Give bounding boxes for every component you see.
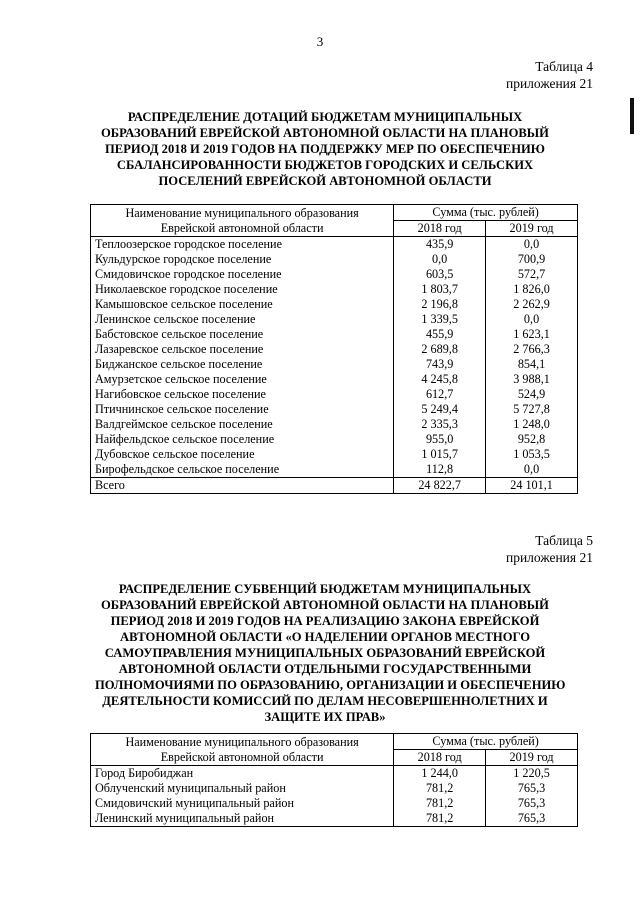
table5-header-2018: 2018 год bbox=[394, 750, 486, 766]
row-name: Амурзетское сельское поселение bbox=[91, 372, 394, 387]
table-row bbox=[91, 357, 578, 372]
row-value-2019: 1 220,5 bbox=[486, 766, 578, 782]
row-value-2018: 781,2 bbox=[394, 781, 486, 796]
row-value-2018: 1 803,7 bbox=[394, 282, 486, 297]
page-number: 3 bbox=[316, 34, 324, 49]
table5-title-line: АВТОНОМНОЙ ОБЛАСТИ ОТДЕЛЬНЫМИ ГОСУДАРСТВЕННЫМИ bbox=[118, 662, 532, 676]
row-value-2018: 781,2 bbox=[394, 811, 486, 827]
row-value-2018: 435,9 bbox=[394, 237, 486, 253]
row-name: Город Биробиджан bbox=[91, 766, 394, 782]
row-value-2019: 0,0 bbox=[486, 312, 578, 327]
row-name: Кульдурское городское поселение bbox=[91, 252, 394, 267]
row-value-2018: 5 249,4 bbox=[394, 402, 486, 417]
table-row bbox=[91, 342, 578, 357]
table4-label-block bbox=[506, 58, 593, 92]
table5-label: Таблица 5 bbox=[535, 533, 593, 548]
row-value-2018: 2 689,8 bbox=[394, 342, 486, 357]
row-name: Смидовичский муниципальный район bbox=[91, 796, 394, 811]
row-value-2018: 455,9 bbox=[394, 327, 486, 342]
table5-header-name: Наименование муниципального образования Еврейской автономной области bbox=[91, 734, 394, 766]
table4-header-sum: Сумма (тыс. рублей) bbox=[394, 205, 578, 221]
table-row bbox=[91, 432, 578, 447]
table4-header-row bbox=[91, 205, 578, 221]
table4-header-2018: 2018 год bbox=[394, 221, 486, 237]
row-value-2018: 743,9 bbox=[394, 357, 486, 372]
table5-title bbox=[95, 581, 566, 725]
row-value-2019: 24 101,1 bbox=[486, 478, 578, 494]
table5 bbox=[90, 733, 578, 827]
table5-header-row bbox=[91, 734, 578, 750]
row-name: Бирофельдское сельское поселение bbox=[91, 462, 394, 478]
table4-appendix: приложения 21 bbox=[505, 76, 593, 91]
row-value-2019: 1 623,1 bbox=[486, 327, 578, 342]
table-row bbox=[91, 387, 578, 402]
row-name: Дубовское сельское поселение bbox=[91, 447, 394, 462]
row-value-2019: 765,3 bbox=[486, 796, 578, 811]
table4-title-line: ПЕРИОД 2018 И 2019 ГОДОВ НА ПОДДЕРЖКУ МЕР ПО ОБЕСПЕЧЕНИЮ bbox=[105, 142, 545, 156]
row-value-2019: 3 988,1 bbox=[486, 372, 578, 387]
row-name: Облученский муниципальный район bbox=[91, 781, 394, 796]
row-value-2019: 765,3 bbox=[486, 781, 578, 796]
table-row bbox=[91, 462, 578, 478]
row-value-2019: 700,9 bbox=[486, 252, 578, 267]
table-row bbox=[91, 447, 578, 462]
table-row bbox=[91, 781, 578, 796]
table4-label: Таблица 4 bbox=[535, 59, 593, 74]
table5-title-line: РАСПРЕДЕЛЕНИЕ СУБВЕНЦИЙ БЮДЖЕТАМ МУНИЦИПАЛЬНЫХ bbox=[118, 582, 532, 596]
table-row bbox=[91, 417, 578, 432]
table5-title-line: ПЕРИОД 2018 И 2019 ГОДОВ НА РЕАЛИЗАЦИЮ ЗАКОНА ЕВРЕЙСКОЙ bbox=[110, 614, 540, 628]
row-value-2019: 1 053,5 bbox=[486, 447, 578, 462]
table5-appendix: приложения 21 bbox=[505, 550, 593, 565]
table-row bbox=[91, 252, 578, 267]
row-value-2018: 24 822,7 bbox=[394, 478, 486, 494]
table5-header-2019: 2019 год bbox=[486, 750, 578, 766]
table-row bbox=[91, 237, 578, 253]
table-row bbox=[91, 796, 578, 811]
row-value-2018: 603,5 bbox=[394, 267, 486, 282]
table-row bbox=[91, 297, 578, 312]
row-value-2019: 2 766,3 bbox=[486, 342, 578, 357]
table-row bbox=[91, 327, 578, 342]
table-row bbox=[91, 766, 578, 782]
scan-edge-artifact bbox=[630, 98, 634, 134]
table-row bbox=[91, 267, 578, 282]
table5-title-line: АВТОНОМНОЙ ОБЛАСТИ «О НАДЕЛЕНИИ ОРГАНОВ МЕСТНОГО bbox=[119, 630, 531, 644]
row-value-2019: 572,7 bbox=[486, 267, 578, 282]
table5-title-line: ЗАЩИТЕ ИХ ПРАВ» bbox=[264, 710, 386, 724]
table5-header-sum: Сумма (тыс. рублей) bbox=[394, 734, 578, 750]
row-name: Николаевское городское поселение bbox=[91, 282, 394, 297]
table5-title-line: ПОЛНОМОЧИЯМИ ПО ОБРАЗОВАНИЮ, ОРГАНИЗАЦИИ И ОБЕСПЕЧЕНИЮ bbox=[95, 678, 566, 692]
table4-title-line: ОБРАЗОВАНИЙ ЕВРЕЙСКОЙ АВТОНОМНОЙ ОБЛАСТИ НА ПЛАНОВЫЙ bbox=[101, 126, 549, 140]
row-value-2018: 955,0 bbox=[394, 432, 486, 447]
row-value-2018: 0,0 bbox=[394, 252, 486, 267]
row-name: Теплоозерское городское поселение bbox=[91, 237, 394, 253]
row-value-2019: 1 248,0 bbox=[486, 417, 578, 432]
table4 bbox=[90, 204, 578, 494]
row-value-2018: 2 335,3 bbox=[394, 417, 486, 432]
row-name: Нагибовское сельское поселение bbox=[91, 387, 394, 402]
row-value-2019: 5 727,8 bbox=[486, 402, 578, 417]
row-name: Найфельдское сельское поселение bbox=[91, 432, 394, 447]
table5-label-block bbox=[506, 532, 593, 566]
row-value-2018: 1 339,5 bbox=[394, 312, 486, 327]
row-value-2018: 1 015,7 bbox=[394, 447, 486, 462]
row-value-2018: 1 244,0 bbox=[394, 766, 486, 782]
table-row bbox=[91, 312, 578, 327]
row-name: Лазаревское сельское поселение bbox=[91, 342, 394, 357]
row-value-2018: 2 196,8 bbox=[394, 297, 486, 312]
row-name: Ленинское сельское поселение bbox=[91, 312, 394, 327]
row-value-2018: 4 245,8 bbox=[394, 372, 486, 387]
row-value-2019: 854,1 bbox=[486, 357, 578, 372]
table4-title-line: ПОСЕЛЕНИЙ ЕВРЕЙСКОЙ АВТОНОМНОЙ ОБЛАСТИ bbox=[158, 174, 492, 188]
row-value-2019: 524,9 bbox=[486, 387, 578, 402]
table4-header-name: Наименование муниципального образования Еврейской автономной области bbox=[91, 205, 394, 237]
table-row bbox=[91, 811, 578, 827]
row-name: Смидовичское городское поселение bbox=[91, 267, 394, 282]
table4-total-row bbox=[91, 478, 578, 494]
row-value-2018: 112,8 bbox=[394, 462, 486, 478]
table-row bbox=[91, 402, 578, 417]
row-value-2019: 0,0 bbox=[486, 237, 578, 253]
row-value-2019: 0,0 bbox=[486, 462, 578, 478]
row-name: Всего bbox=[91, 478, 394, 494]
table4-title bbox=[95, 109, 555, 189]
table5-title-line: САМОУПРАВЛЕНИЯ МУНИЦИПАЛЬНЫХ ОБРАЗОВАНИЙ ЕВРЕЙСКОЙ bbox=[104, 646, 546, 660]
row-name: Птичнинское сельское поселение bbox=[91, 402, 394, 417]
row-name: Камышовское сельское поселение bbox=[91, 297, 394, 312]
row-name: Бабстовское сельское поселение bbox=[91, 327, 394, 342]
row-value-2019: 765,3 bbox=[486, 811, 578, 827]
row-name: Биджанское сельское поселение bbox=[91, 357, 394, 372]
row-value-2018: 781,2 bbox=[394, 796, 486, 811]
table5-title-line: ДЕЯТЕЛЬНОСТИ КОМИССИЙ ПО ДЕЛАМ НЕСОВЕРШЕННОЛЕТНИХ И bbox=[102, 694, 548, 708]
table4-header-2019: 2019 год bbox=[486, 221, 578, 237]
table4-title-line: СБАЛАНСИРОВАННОСТИ БЮДЖЕТОВ ГОРОДСКИХ И СЕЛЬСКИХ bbox=[116, 158, 534, 172]
row-value-2019: 952,8 bbox=[486, 432, 578, 447]
row-value-2018: 612,7 bbox=[394, 387, 486, 402]
table-row bbox=[91, 372, 578, 387]
row-name: Валдгеймское сельское поселение bbox=[91, 417, 394, 432]
row-value-2019: 2 262,9 bbox=[486, 297, 578, 312]
row-value-2019: 1 826,0 bbox=[486, 282, 578, 297]
table-row bbox=[91, 282, 578, 297]
table4-title-line: РАСПРЕДЕЛЕНИЕ ДОТАЦИЙ БЮДЖЕТАМ МУНИЦИПАЛЬНЫХ bbox=[127, 110, 523, 124]
row-name: Ленинский муниципальный район bbox=[91, 811, 394, 827]
table5-title-line: ОБРАЗОВАНИЙ ЕВРЕЙСКОЙ АВТОНОМНОЙ ОБЛАСТИ НА ПЛАНОВЫЙ bbox=[101, 598, 549, 612]
